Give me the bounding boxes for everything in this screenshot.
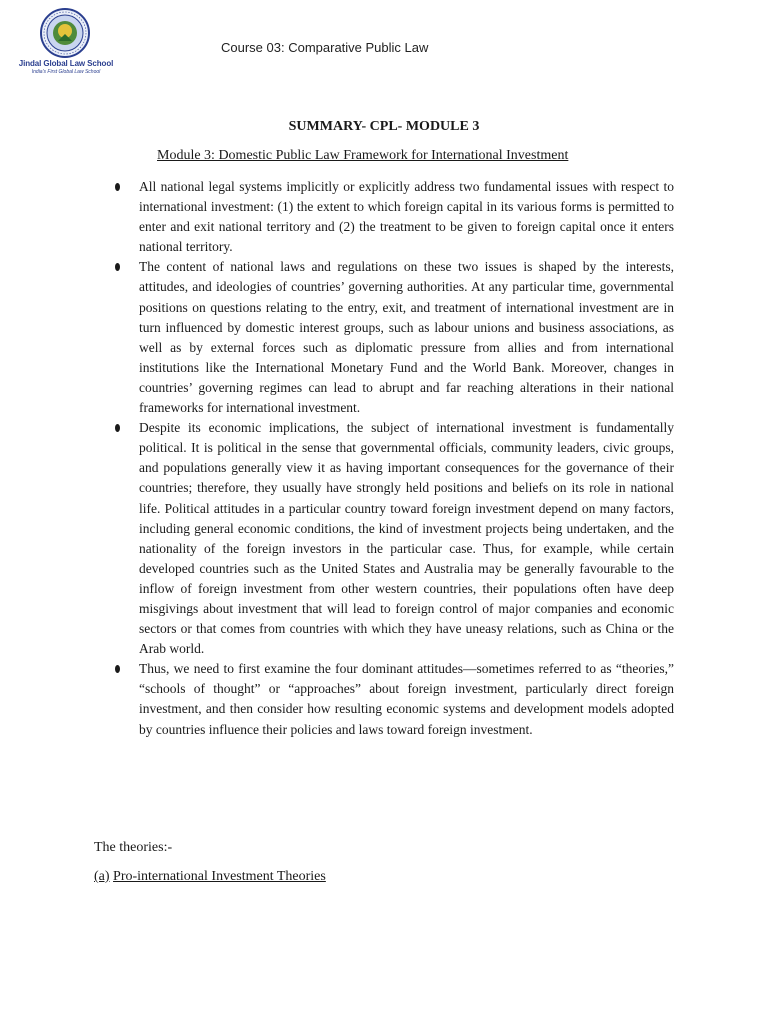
school-seal-icon (40, 8, 90, 58)
logo-tagline: India's First Global Law School (31, 69, 101, 75)
section-subheading (94, 869, 326, 885)
bullet-text: The content of national laws and regulations on these two issues is shaped by the interests, attitudes, and ideologies of countries’ governing authorities. At any particular time, governmental positions on questions relating to the entry, exit, and treatment of international investment are in turn influenced by domestic interest groups, such as labour unions and business associations, as well as by external forces such as diplomatic pressure from allies and from international institutions like the International Monetary Fund and the World Bank. Moreover, changes in countries’ governing regimes can lead to abrupt and far reaching alterations in their national frameworks for international investment. (139, 259, 674, 416)
bullet-text: All national legal systems implicitly or explicitly address two fundamental issues with respect to international investment: (1) the extent to which foreign capital in its various forms is permitted to enter and exit national territory and (2) the treatment to be given to foreign capital once it enters national territory. (139, 179, 674, 255)
logo-school-name: Jindal Global Law School (18, 59, 114, 68)
school-logo (14, 8, 118, 80)
list-item (139, 257, 674, 418)
theories-label: The theories:- (94, 840, 173, 855)
subheading-text: Pro-international Investment Theories (113, 869, 326, 884)
bullet-dot-icon (115, 183, 120, 191)
bullet-text: Despite its economic implications, the subject of international investment is fundamentally political. It is political in the sense that governmental officials, community leaders, civic groups, and populations generally view it as having important consequences for the governance of their countries; therefore, they usually have strongly held positions and beliefs on its role in national life. Political attitudes in a particular country toward foreign investment depend on many factors, including general economic conditions, the kind of investment projects being undertaken, and the nationality of the foreign investors in the particular case. Thus, for example, while certain developed countries such as the United States and Australia may be generally favourable to the inflow of foreign investment from other western countries, their populations often have deep misgivings about investment that will lead to foreign control of major companies and economic sectors or that comes from countries with which they have uneasy relations, such as China or the Arab world. (139, 420, 674, 657)
bullet-dot-icon (115, 263, 120, 271)
summary-bullet-list (139, 177, 674, 740)
list-item (139, 418, 674, 659)
course-header: Course 03: Comparative Public Law (221, 40, 429, 55)
list-item (139, 177, 674, 257)
list-item (139, 659, 674, 739)
module-subtitle: Module 3: Domestic Public Law Framework for International Investment (157, 148, 569, 163)
page-title: SUMMARY- CPL- MODULE 3 (288, 119, 480, 134)
bullet-dot-icon (115, 665, 120, 673)
bullet-dot-icon (115, 424, 120, 432)
subheading-label: (a) (94, 869, 110, 884)
bullet-text: Thus, we need to first examine the four dominant attitudes—sometimes referred to as “theories,” “schools of thought” or “approaches” about foreign investment, particularly direct foreign investment, and then consider how resulting economic systems and development models adopted by countries influence their policies and laws toward foreign investment. (139, 661, 674, 737)
